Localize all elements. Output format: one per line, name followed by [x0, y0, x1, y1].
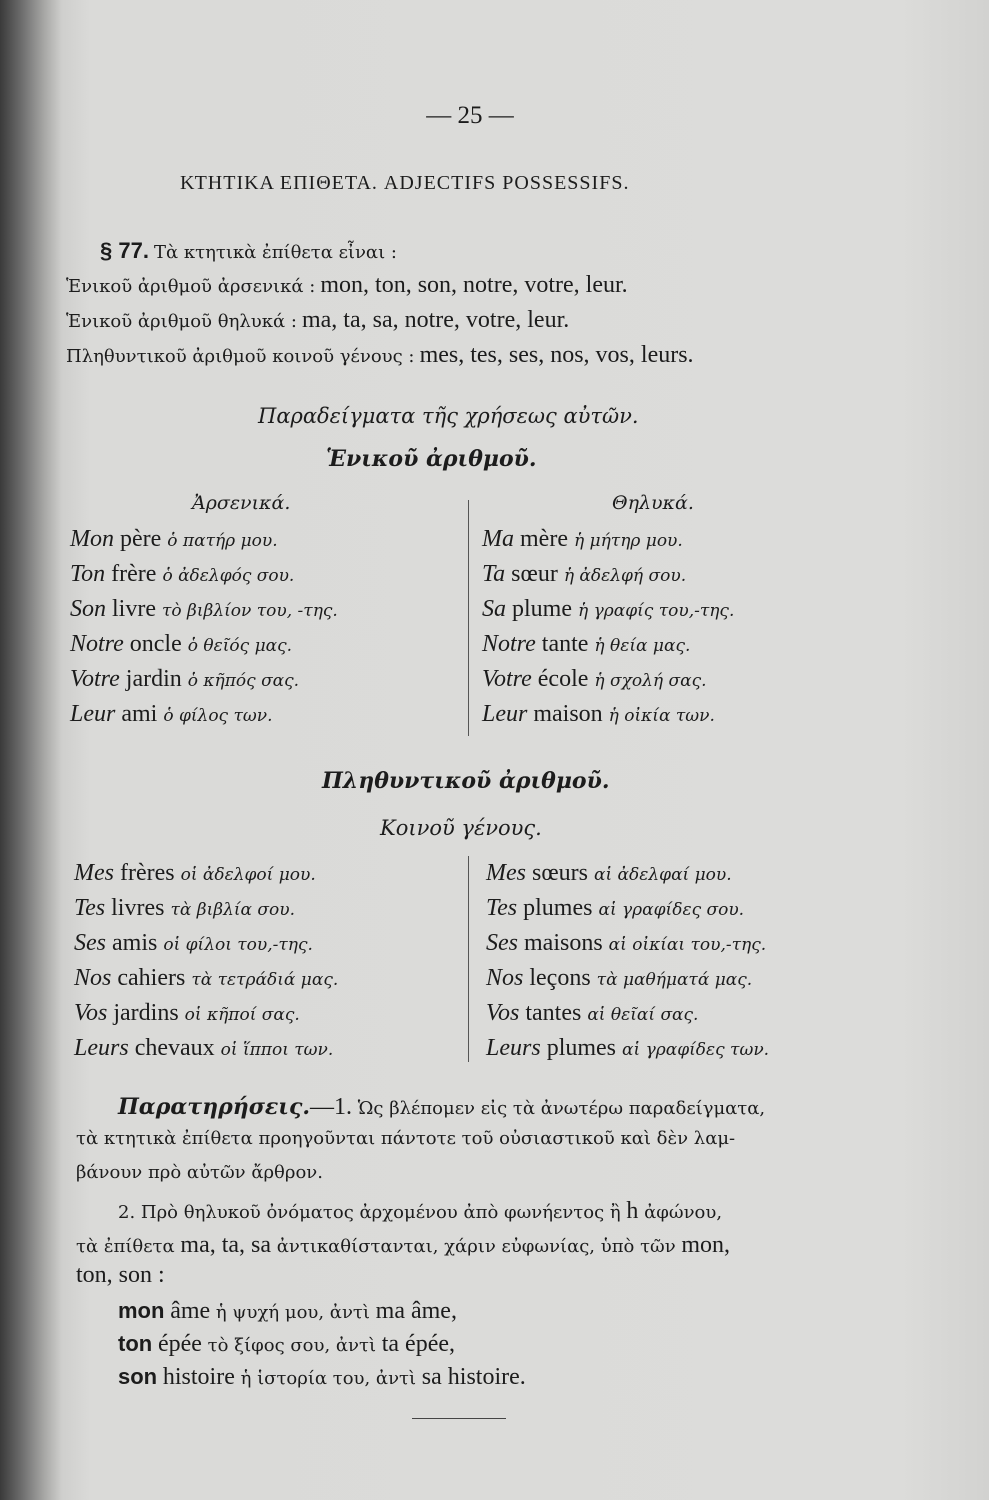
list-item: Son livre τὸ βιβλίον του, -της. — [70, 596, 338, 622]
list-item: Tes plumes αἱ γραφίδες σου. — [486, 895, 745, 921]
list-item: Nos leçons τὰ μαθήματά μας. — [486, 965, 753, 991]
example-row: ton épée τὸ ξίφος σου, ἀντὶ ta épée, — [118, 1331, 456, 1357]
section-intro — [100, 238, 397, 264]
notes-title: Παρατηρήσεις. — [118, 1094, 310, 1120]
list-item: Mon père ὁ πατήρ μου. — [70, 526, 278, 552]
plural-title: Πληθυντικοῦ ἀριθμοῦ. — [322, 768, 610, 794]
example-row: son histoire ἡ ἱστορία του, ἀντὶ sa histoire. — [118, 1364, 526, 1390]
note-1-line-2: τὰ κτητικὰ ἐπίθετα προηγοῦνται πάντοτε τοῦ οὐσιαστικοῦ καὶ δὲν λαμ- — [76, 1128, 736, 1149]
singular-title: Ἑνικοῦ ἀριθμοῦ. — [326, 446, 537, 472]
example-row: mon âme ἡ ψυχή μου, ἀντὶ ma âme, — [118, 1298, 457, 1324]
list-item: Ses amis οἱ φίλοι του,-της. — [74, 930, 313, 956]
list-item: Leurs chevaux οἱ ἵπποι των. — [74, 1035, 334, 1061]
list-item: Ses maisons αἱ οἰκίαι του,-της. — [486, 930, 767, 956]
section-line-3: Πληθυντικοῦ ἀριθμοῦ κοινοῦ γένους : mes, tes, ses, nos, vos, leurs. — [66, 342, 694, 368]
page-number: — 25 — — [426, 102, 514, 129]
section-line-1: Ἑνικοῦ ἀριθμοῦ ἀρσενικά : mon, ton, son, notre, votre, leur. — [66, 272, 628, 298]
list-item: Tes livres τὰ βιβλία σου. — [74, 895, 295, 921]
column-divider — [468, 500, 469, 736]
list-item: Ta sœur ἡ ἀδελφή σου. — [482, 561, 687, 587]
section-intro-text: Τὰ κτητικὰ ἐπίθετα εἶναι : — [154, 242, 397, 263]
list-item: Leur ami ὁ φίλος των. — [70, 701, 273, 727]
list-item: Leur maison ἡ οἰκία των. — [482, 701, 715, 727]
feminine-head: Θηλυκά. — [612, 492, 694, 514]
note-2-line-1: 2. Πρὸ θηλυκοῦ ὀνόματος ἀρχομένου ἀπὸ φωνήεντος ἢ h ἀφώνου, — [118, 1198, 723, 1224]
list-item: Vos jardins οἱ κῆποί σας. — [74, 1000, 300, 1026]
note-2-line-3: ton, son : — [76, 1262, 165, 1288]
chapter-heading: ΚΤΗΤΙΚΑ ΕΠΙΘΕΤΑ. ADJECTIFS POSSESSIFS. — [180, 172, 630, 194]
list-item: Sa plume ἡ γραφίς του,-της. — [482, 596, 735, 622]
section-mark: § 77. — [100, 238, 149, 263]
list-item: Votre école ἡ σχολή σας. — [482, 666, 707, 692]
plural-subtitle: Κοινοῦ γένους. — [380, 816, 542, 840]
list-item: Ma mère ἡ μήτηρ μου. — [482, 526, 683, 552]
note-1-line-1: Παρατηρήσεις.—1. Ὡς βλέπομεν εἰς τὰ ἀνωτέρω παραδείγματα, — [118, 1094, 766, 1120]
list-item: Vos tantes αἱ θεῖαί σας. — [486, 1000, 699, 1026]
list-item: Mes frères οἱ ἀδελφοί μου. — [74, 860, 316, 886]
list-item: Nos cahiers τὰ τετράδιά μας. — [74, 965, 339, 991]
end-rule — [412, 1418, 506, 1419]
column-divider — [468, 856, 469, 1062]
note-2-line-2: τὰ ἐπίθετα ma, ta, sa ἀντικαθίστανται, χάριν εὐφωνίας, ὑπὸ τῶν mon, — [76, 1232, 731, 1258]
list-item: Mes sœurs αἱ ἀδελφαί μου. — [486, 860, 732, 886]
masculine-head: Ἀρσενικά. — [192, 492, 291, 514]
examples-title: Παραδείγματα τῆς χρήσεως αὐτῶν. — [258, 404, 639, 428]
list-item: Ton frère ὁ ἀδελφός σου. — [70, 561, 295, 587]
section-line-2: Ἑνικοῦ ἀριθμοῦ θηλυκά : ma, ta, sa, notre, votre, leur. — [66, 307, 570, 333]
list-item: Notre tante ἡ θεία μας. — [482, 631, 691, 657]
list-item: Notre oncle ὁ θεῖός μας. — [70, 631, 293, 657]
list-item: Votre jardin ὁ κῆπός σας. — [70, 666, 300, 692]
note-1-line-3: βάνουν πρὸ αὐτῶν ἄρθρον. — [76, 1162, 323, 1183]
list-item: Leurs plumes αἱ γραφίδες των. — [486, 1035, 770, 1061]
